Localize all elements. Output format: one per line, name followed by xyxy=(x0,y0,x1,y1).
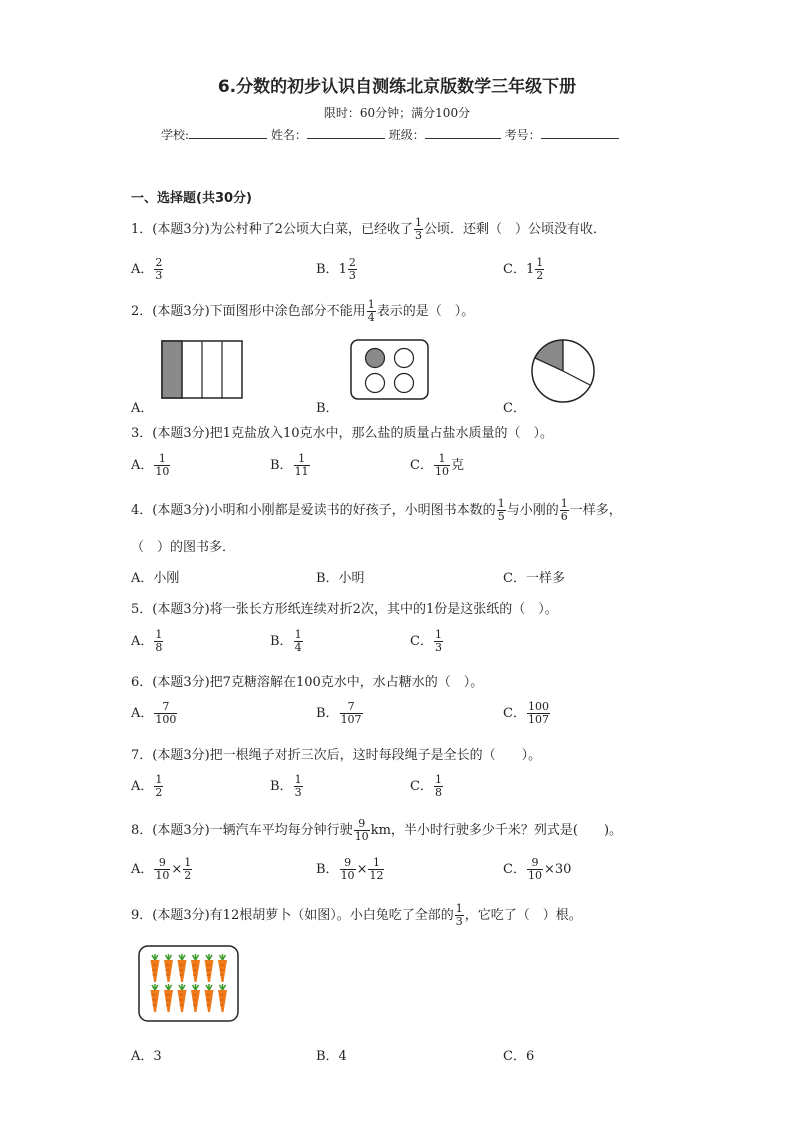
q2-option-c[interactable]: C． xyxy=(503,401,526,416)
q2-option-b[interactable]: B． xyxy=(316,401,339,416)
q1-option-b[interactable]: B．1 $\frac{2}{3}$ xyxy=(316,256,356,282)
q3-option-c[interactable]: C． $\frac{1}{10}$ 克 xyxy=(410,452,464,478)
q8-option-c[interactable]: C． $\frac{9}{10}$ ×30 xyxy=(503,856,572,882)
q4-option-b[interactable]: B．小明 xyxy=(316,571,365,586)
q9-option-c[interactable]: C．6 xyxy=(503,1049,535,1064)
name-blank[interactable] xyxy=(307,127,385,139)
figure-carrots-box xyxy=(138,945,240,1023)
question-5: 5．(本题3分)将一张长方形纸连续对折2次，其中的1份是这张纸的（ ）。 xyxy=(131,602,558,617)
question-9: 9．(本题3分)有12根胡萝卜（如图）。小白兔吃了全部的 $\frac{1}{3}$ ，它吃了（ ）根。 xyxy=(131,902,582,928)
name-label: 姓名： xyxy=(270,128,307,142)
page-title: 6.分数的初步认识自测练北京版数学三年级下册 xyxy=(217,77,577,97)
question-7: 7．(本题3分)把一根绳子对折三次后，这时每段绳子是全长的（ ）。 xyxy=(131,748,542,763)
q3-option-b[interactable]: B． $\frac{1}{11}$ xyxy=(270,452,309,478)
question-4: 4．(本题3分)小明和小刚都是爱读书的好孩子，小明图书本数的 $\frac{1}{5}$ 与小刚的 $\frac{1}{6}$ 一样多， xyxy=(131,497,622,523)
question-1: 1．(本题3分)为公村种了2公顷大白菜，已经收了 $\frac{1}{3}$ 公顷．还剩（ ）公顷没有收． xyxy=(131,216,606,242)
q5-option-a[interactable]: A． $\frac{1}{8}$ xyxy=(131,628,163,654)
q9-option-a[interactable]: A．3 xyxy=(131,1049,162,1064)
q8-option-a[interactable]: A． $\frac{9}{10}$ × $\frac{1}{2}$ xyxy=(131,856,192,882)
q6-option-a[interactable]: A． $\frac{7}{100}$ xyxy=(131,700,177,726)
figure-pie-unequal xyxy=(530,338,596,404)
q3-option-a[interactable]: A． $\frac{1}{10}$ xyxy=(131,452,170,478)
student-info-row xyxy=(161,126,619,143)
question-3: 3．(本题3分)把1克盐放入10克水中，那么盐的质量占盐水质量的（ ）。 xyxy=(131,426,553,441)
q5-option-c[interactable]: C． $\frac{1}{3}$ xyxy=(410,628,442,654)
question-2: 2．(本题3分)下面图形中涂色部分不能用 $\frac{1}{4}$ 表示的是（ ）。 xyxy=(131,298,475,324)
question-4-line2: （ ）的图书多． xyxy=(131,540,236,555)
q5-option-b[interactable]: B． $\frac{1}{4}$ xyxy=(270,628,302,654)
q8-option-b[interactable]: B． $\frac{9}{10}$ × $\frac{1}{12}$ xyxy=(316,856,384,882)
q7-option-b[interactable]: B． $\frac{1}{3}$ xyxy=(270,773,302,799)
figure-rectangle-quarter xyxy=(160,340,244,400)
question-8: 8．(本题3分)一辆汽车平均每分钟行驶 $\frac{9}{10}$ km，半小时行驶多少千米？列式是( )。 xyxy=(131,817,623,843)
q1-option-c[interactable]: C．1 $\frac{1}{2}$ xyxy=(503,256,544,282)
q1-option-a[interactable]: A． $\frac{2}{3}$ xyxy=(131,256,163,282)
q4-option-c[interactable]: C．一样多 xyxy=(503,571,565,586)
question-6: 6．(本题3分)把7克糖溶解在100克水中，水占糖水的（ ）。 xyxy=(131,675,484,690)
exam-no-label: 考号： xyxy=(504,128,541,142)
q9-option-b[interactable]: B．4 xyxy=(316,1049,347,1064)
exam-no-blank[interactable] xyxy=(541,127,619,139)
figure-four-circles xyxy=(350,339,430,401)
class-blank[interactable] xyxy=(425,127,501,139)
fraction: $\frac{1}{3}$ xyxy=(414,216,422,242)
time-limit: 限时：60分钟；满分100分 xyxy=(323,106,471,120)
school-label: 学校: xyxy=(161,128,190,142)
q7-option-c[interactable]: C． $\frac{1}{8}$ xyxy=(410,773,442,799)
q2-option-a[interactable]: A． xyxy=(131,401,154,416)
class-label: 班级： xyxy=(388,128,425,142)
q7-option-a[interactable]: A． $\frac{1}{2}$ xyxy=(131,773,163,799)
q6-option-c[interactable]: C． $\frac{100}{107}$ xyxy=(503,700,549,726)
q4-option-a[interactable]: A．小刚 xyxy=(131,571,180,586)
q6-option-b[interactable]: B． $\frac{7}{107}$ xyxy=(316,700,362,726)
section-choice-title: 一、选择题(共30分) xyxy=(131,191,252,206)
school-blank[interactable] xyxy=(189,127,267,139)
